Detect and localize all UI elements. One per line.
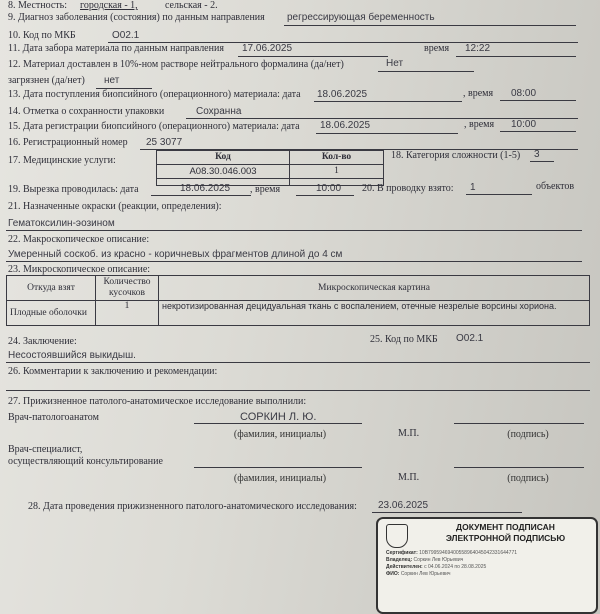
field-8-rural: сельская - 2. (165, 0, 218, 11)
microscopy-col-picture: Микроскопическая картина (159, 276, 590, 301)
field-25-value: О02.1 (456, 333, 484, 344)
pathologist-name: СОРКИН Л. Ю. (240, 411, 317, 423)
stamp-cert-value: 10B79959469400558964045042331644771 (419, 550, 518, 556)
stamp-valid-label: Действителен: (386, 564, 423, 570)
sign-caption: (подпись) (507, 473, 549, 484)
pathologist-name-line (194, 423, 362, 424)
field-20-line (466, 194, 532, 195)
stamp-title-line-2: ЭЛЕКТРОННОЙ ПОДПИСЬЮ (445, 533, 566, 543)
field-19-date: 18.06.2025 (180, 183, 231, 194)
field-13-label: 13. Дата поступления биопсийного (операционного) материала: дата (8, 89, 301, 100)
field-21-label: 21. Назначенные окраски (реакции, определения): (8, 201, 222, 212)
field-9-label: 9. Диагноз заболевания (состояния) по данным направления (8, 12, 265, 23)
services-col-code: Код (157, 151, 290, 165)
field-13-date: 18.06.2025 (317, 89, 368, 100)
field-14-label: 14. Отметка о сохранности упаковки (8, 106, 165, 117)
field-9-value: регрессирующая беременность (287, 12, 435, 23)
field-15-time-line (500, 131, 576, 132)
field-19-time: 10:00 (316, 183, 342, 194)
field-19-time-label: , время (250, 184, 281, 195)
field-13-date-line (314, 101, 462, 102)
field-13-time: 08:00 (511, 88, 537, 99)
field-28-label: 28. Дата проведения прижизненного патолого-анатомического исследования: (28, 501, 357, 512)
fio-caption: (фамилия, инициалы) (233, 429, 327, 440)
emblem-icon (386, 524, 408, 548)
field-8-urban: городская - 1, (80, 0, 138, 11)
stamp-owner (386, 557, 463, 563)
field-18-label: 18. Категория сложности (1-5) (391, 150, 521, 161)
consultant-label-2: осуществляющий консультирование (8, 456, 163, 467)
field-8-label: 8. Местность: (8, 0, 68, 11)
field-24-value: Несостоявшийся выкидыш. (8, 350, 136, 361)
field-15-date: 18.06.2025 (320, 120, 371, 131)
field-19-date-line (151, 195, 251, 196)
field-15-time: 10:00 (511, 119, 537, 130)
microscopy-col-count: Количество кусочков (96, 276, 159, 301)
consultant-name-line (194, 467, 362, 468)
field-28-line (372, 512, 522, 513)
field-21-line (6, 230, 582, 231)
field-19-time-line (296, 195, 354, 196)
field-9-underline (284, 25, 576, 26)
field-11-date-line (238, 56, 388, 57)
services-code: А08.30.046.003 (157, 165, 290, 179)
stamp-owner-label: Владелец: (386, 557, 413, 563)
stamp-fio-value: Соркин Лев Юрьевич (400, 571, 451, 577)
sign-caption: (подпись) (507, 429, 549, 440)
stamp-fio-label: ФИО: (386, 571, 400, 577)
field-20-label: 20. В проводку взято: (362, 183, 454, 194)
field-18-line (530, 161, 554, 162)
field-27-label: 27. Прижизненное патолого-анатомическое исследование выполнили: (8, 396, 307, 407)
field-24-line (6, 362, 590, 363)
field-12-label: 12. Материал доставлен в 10%-ном растворе нейтрального формалина (да/нет) (8, 59, 344, 70)
mp-label: М.П. (398, 428, 420, 439)
field-20-value: 1 (470, 182, 476, 193)
stamp-cert (386, 550, 517, 556)
stamp-valid-value: с 04.06.2024 по 28.08.2025 (424, 564, 487, 570)
microscopy-picture: некротизированная децидуальная ткань с воспалением, отечные незрелые ворсины хориона. (159, 301, 590, 326)
field-14-value: Сохранна (196, 106, 242, 117)
field-13-time-line (500, 100, 576, 101)
consultant-sign-line (454, 467, 584, 468)
consultant-label-1: Врач-специалист, (8, 444, 83, 455)
microscopy-count: 1 (96, 301, 159, 326)
stamp-owner-value: Соркин Лев Юрьевич (413, 557, 464, 563)
field-12-line (378, 71, 474, 72)
field-18-value: 3 (534, 149, 540, 160)
field-11-label: 11. Дата забора материала по данным направления (8, 43, 224, 54)
field-15-date-line (316, 133, 458, 134)
field-11-date: 17.06.2025 (242, 43, 293, 54)
field-16-label: 16. Регистрационный номер (8, 137, 128, 148)
field-24-label: 24. Заключение: (8, 336, 77, 347)
field-25-label: 25. Код по МКБ (370, 334, 438, 345)
field-20-unit: объектов (536, 181, 575, 192)
field-22-value: Умеренный соскоб. из красно - коричневых фрагментов длиной до 4 см (8, 249, 343, 260)
field-22-line (6, 261, 582, 262)
field-10-label: 10. Код по МКБ (8, 30, 76, 41)
services-qty: 1 (290, 165, 384, 179)
field-11-time-label: время (424, 43, 450, 54)
field-13-time-label: , время (463, 88, 494, 99)
field-22-label: 22. Макроскопическое описание: (8, 234, 150, 245)
field-15-label: 15. Дата регистрации биопсийного (операционного) материала: дата (8, 121, 300, 132)
field-11-time: 12:22 (465, 43, 491, 54)
fio-caption: (фамилия, инициалы) (233, 473, 327, 484)
field-26-label: 26. Комментарии к заключению и рекомендации: (8, 366, 218, 377)
stamp-cert-label: Сертификат: (386, 550, 418, 556)
microscopy-table (6, 275, 590, 326)
field-12-value: Нет (386, 58, 404, 69)
field-11-time-line (456, 56, 576, 57)
services-col-qty: Кол-во (290, 151, 384, 165)
microscopy-from: Плодные оболочки (7, 301, 96, 326)
stamp-valid (386, 564, 486, 570)
field-23-label: 23. Микроскопическое описание: (8, 264, 151, 275)
pathologist-label: Врач-патологоанатом (8, 412, 99, 423)
e-signature-stamp (376, 517, 598, 614)
field-19-label: 19. Вырезка проводилась: дата (8, 184, 139, 195)
services-table (156, 150, 384, 186)
field-16-value: 25 3077 (146, 137, 183, 148)
field-21-value: Гематоксилин-эозином (8, 218, 115, 229)
field-12-value2: нет (104, 75, 120, 86)
pathologist-sign-line (454, 423, 584, 424)
field-26-line (6, 390, 590, 391)
field-12-label2: загрязнен (да/нет) (8, 75, 85, 86)
microscopy-col-from: Откуда взят (7, 276, 96, 301)
field-28-date: 23.06.2025 (378, 500, 429, 511)
stamp-fio (386, 571, 451, 577)
field-17-label: 17. Медицинские услуги: (8, 155, 116, 166)
field-10-value: О02.1 (112, 30, 140, 41)
stamp-title (418, 522, 593, 544)
field-15-time-label: , время (464, 119, 495, 130)
stamp-title-line-1: ДОКУМЕНТ ПОДПИСАН (456, 522, 555, 532)
mp-label: М.П. (398, 472, 420, 483)
